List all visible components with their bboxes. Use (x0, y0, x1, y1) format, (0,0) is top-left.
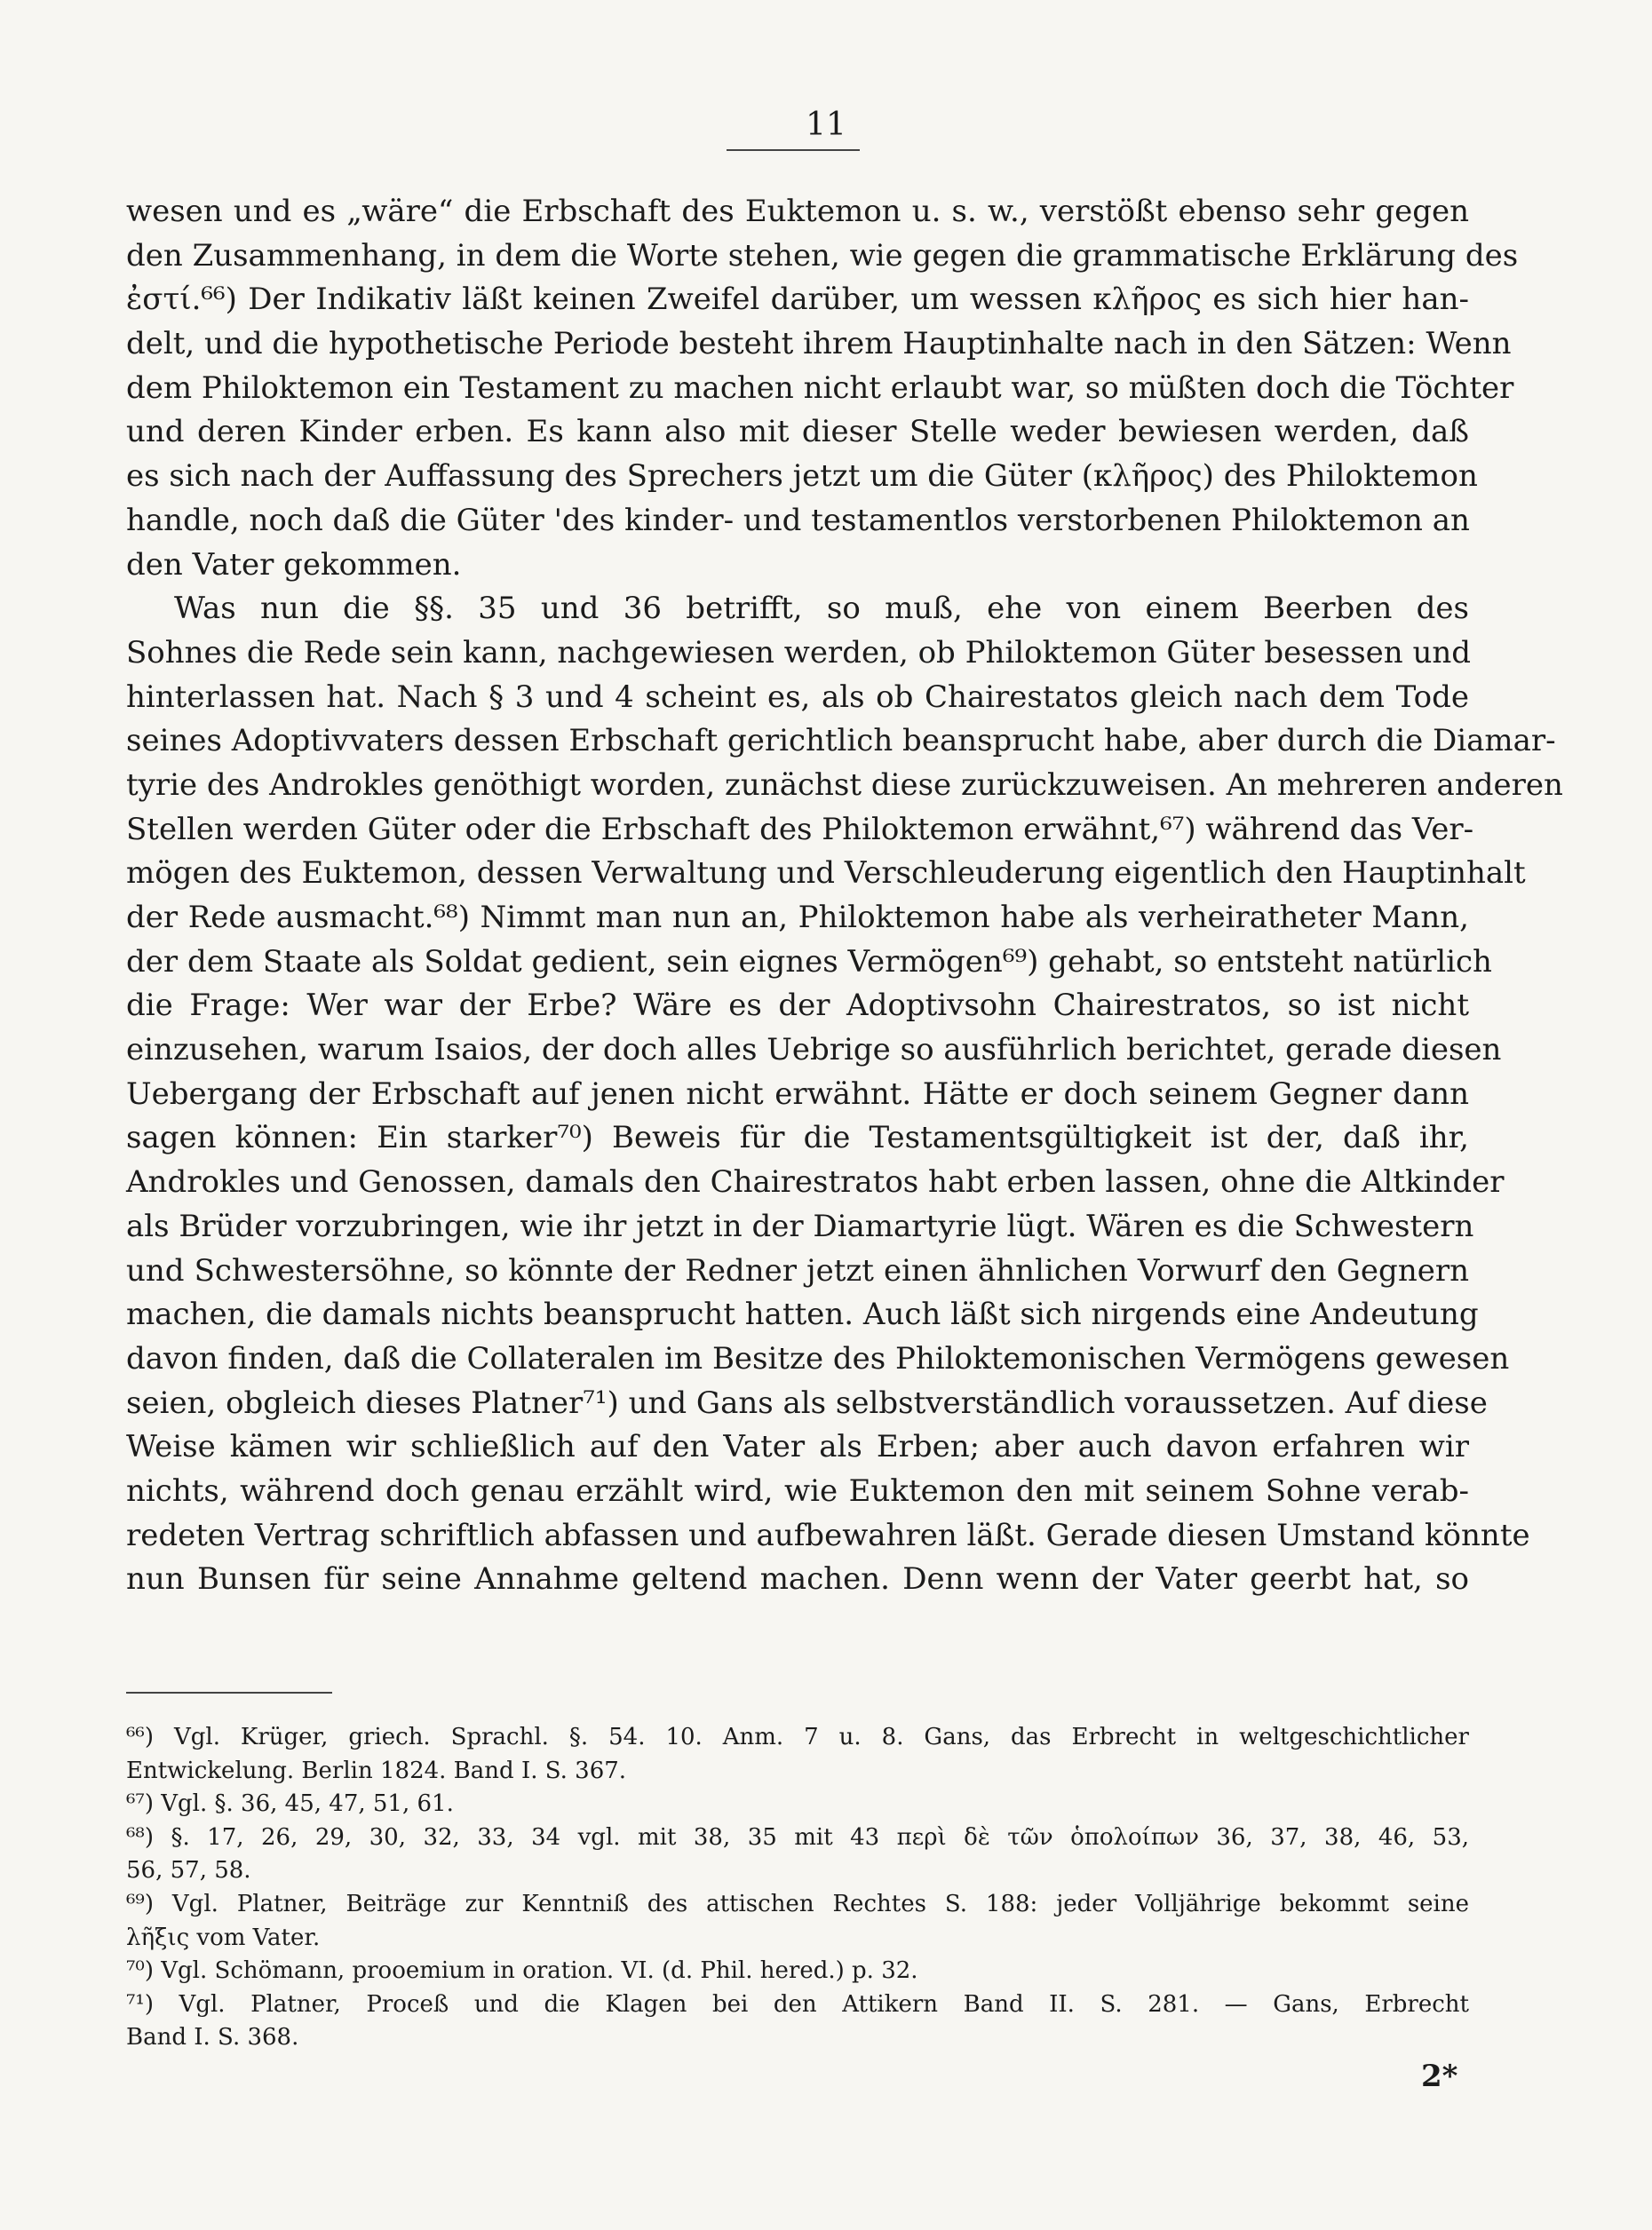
body-line: wesen und es „wäre“ die Erbschaft des Euktemon u. s. w., verstößt ebenso sehr gegen (126, 194, 1469, 229)
body-line: den Vater gekommen. (126, 546, 462, 583)
footnote-line: Band I. S. 368. (126, 2024, 299, 2051)
body-line: handle, noch daß die Güter 'des kinder- und testamentlos verstorbenen Philoktemon an (126, 502, 1470, 538)
body-line: Weise kämen wir schließlich auf den Vater als Erben; aber auch davon erfahren wir (126, 1429, 1469, 1465)
footnote-line: ⁶⁹) Vgl. Platner, Beiträge zur Kenntniß des attischen Rechtes S. 188: jeder Volljährige bekommt seine (126, 1890, 1469, 1917)
footnote-line: ⁶⁷) Vgl. §. 36, 45, 47, 51, 61. (126, 1790, 454, 1818)
body-line: Androkles und Genossen, damals den Chairestratos habt erben lassen, ohne die Altkinder (126, 1164, 1505, 1201)
footnote-line: λῆξις vom Vater. (126, 1924, 321, 1951)
footnote-rule (126, 1692, 332, 1694)
body-line: einzusehen, warum Isaios, der doch alles Uebrige so ausführlich berichtet, gerade diesen (126, 1032, 1502, 1068)
body-line: und Schwestersöhne, so könnte der Redner jetzt einen ähnlichen Vorwurf den Gegnern (126, 1252, 1469, 1289)
body-line: seines Adoptivvaters dessen Erbschaft gerichtlich beansprucht habe, aber durch die Diamar- (126, 723, 1556, 759)
body-line: als Brüder vorzubringen, wie ihr jetzt in der Diamartyrie lügt. Wären es die Schwestern (126, 1208, 1474, 1244)
body-line: und deren Kinder erben. Es kann also mit dieser Stelle weder bewiesen werden, daß (126, 414, 1469, 450)
body-text (126, 190, 1563, 1602)
body-line: es sich nach der Auffassung des Sprechers jetzt um die Güter (κλῆρος) des Philoktemon (126, 458, 1478, 495)
footnotes (126, 1721, 1469, 2055)
body-line: dem Philoktemon ein Testament zu machen nicht erlaubt war, so müßten doch die Töchter (126, 369, 1514, 406)
page-number-rule (727, 149, 860, 151)
signature-mark: 2* (1421, 2059, 1458, 2094)
body-line: machen, die damals nichts beansprucht hatten. Auch läßt sich nirgends eine Andeutung (126, 1297, 1479, 1333)
footnote-line: 56, 57, 58. (126, 1857, 251, 1885)
footnote-line: ⁷⁰) Vgl. Schömann, prooemium in oration. VI. (d. Phil. hered.) p. 32. (126, 1957, 918, 1985)
body-line: die Frage: Wer war der Erbe? Wäre es der Adoptivsohn Chairestratos, so ist nicht (126, 988, 1469, 1024)
footnote-line: Entwickelung. Berlin 1824. Band I. S. 367. (126, 1757, 627, 1784)
body-line: der Rede ausmacht.⁶⁸) Nimmt man nun an, Philoktemon habe als verheiratheter Mann, (126, 900, 1469, 935)
body-line: davon finden, daß die Collateralen im Besitze des Philoktemonischen Vermögens gewesen (126, 1340, 1510, 1377)
body-line: Uebergang der Erbschaft auf jenen nicht erwähnt. Hätte er doch seinem Gegner dann (126, 1075, 1469, 1112)
body-line: hinterlassen hat. Nach § 3 und 4 scheint es, als ob Chairestatos gleich nach dem Tode (126, 679, 1469, 715)
body-line: delt, und die hypothetische Periode besteht ihrem Hauptinhalte nach in den Sätzen: Wenn (126, 326, 1512, 362)
footnote-line: ⁷¹) Vgl. Platner, Proceß und die Klagen bei den Attikern Band II. S. 281. — Gans, Erbrecht (126, 1990, 1469, 2018)
body-line: der dem Staate als Soldat gedient, sein eignes Vermögen⁶⁹) gehabt, so entsteht natürlich (126, 943, 1492, 980)
footnote-line: ⁶⁸) §. 17, 26, 29, 30, 32, 33, 34 vgl. mit 38, 35 mit 43 περὶ δὲ τῶν ὁπολοίπων 36, 37, 38, 46, 53, (126, 1823, 1469, 1851)
body-line: sagen können: Ein starker⁷⁰) Beweis für die Testamentsgültigkeit ist der, daß ihr, (126, 1120, 1469, 1156)
body-line: nun Bunsen für seine Annahme geltend machen. Denn wenn der Vater geerbt hat, so (126, 1561, 1469, 1598)
body-line: redeten Vertrag schriftlich abfassen und aufbewahren läßt. Gerade diesen Umstand könnte (126, 1517, 1530, 1553)
body-line: tyrie des Androkles genöthigt worden, zunächst diese zurückzuweisen. An mehreren anderen (126, 766, 1563, 803)
body-line: mögen des Euktemon, dessen Verwaltung und Verschleuderung eigentlich den Hauptinhalt (126, 855, 1526, 892)
page-number: 11 (806, 107, 846, 143)
body-line: Sohnes die Rede sein kann, nachgewiesen werden, ob Philoktemon Güter besessen und (126, 634, 1472, 671)
body-line: Stellen werden Güter oder die Erbschaft des Philoktemon erwähnt,⁶⁷) während das Ver- (126, 811, 1474, 847)
body-line: den Zusammenhang, in dem die Worte stehen, wie gegen die grammatische Erklärung des (126, 237, 1519, 274)
body-line: seien, obgleich dieses Platner⁷¹) und Gans als selbstverständlich voraussetzen. Auf diese (126, 1385, 1488, 1421)
footnote-line: ⁶⁶) Vgl. Krüger, griech. Sprachl. §. 54. 10. Anm. 7 u. 8. Gans, das Erbrecht in weltgeschichtlicher (126, 1724, 1469, 1750)
body-line: nichts, während doch genau erzählt wird, wie Euktemon den mit seinem Sohne verab- (126, 1472, 1469, 1509)
body-line: ἐστί.⁶⁶) Der Indikativ läßt keinen Zweifel darüber, um wessen κλῆρος es sich hier han- (126, 282, 1469, 318)
body-line: Was nun die §§. 35 und 36 betrifft, so muß, ehe von einem Beerben des (174, 591, 1469, 627)
